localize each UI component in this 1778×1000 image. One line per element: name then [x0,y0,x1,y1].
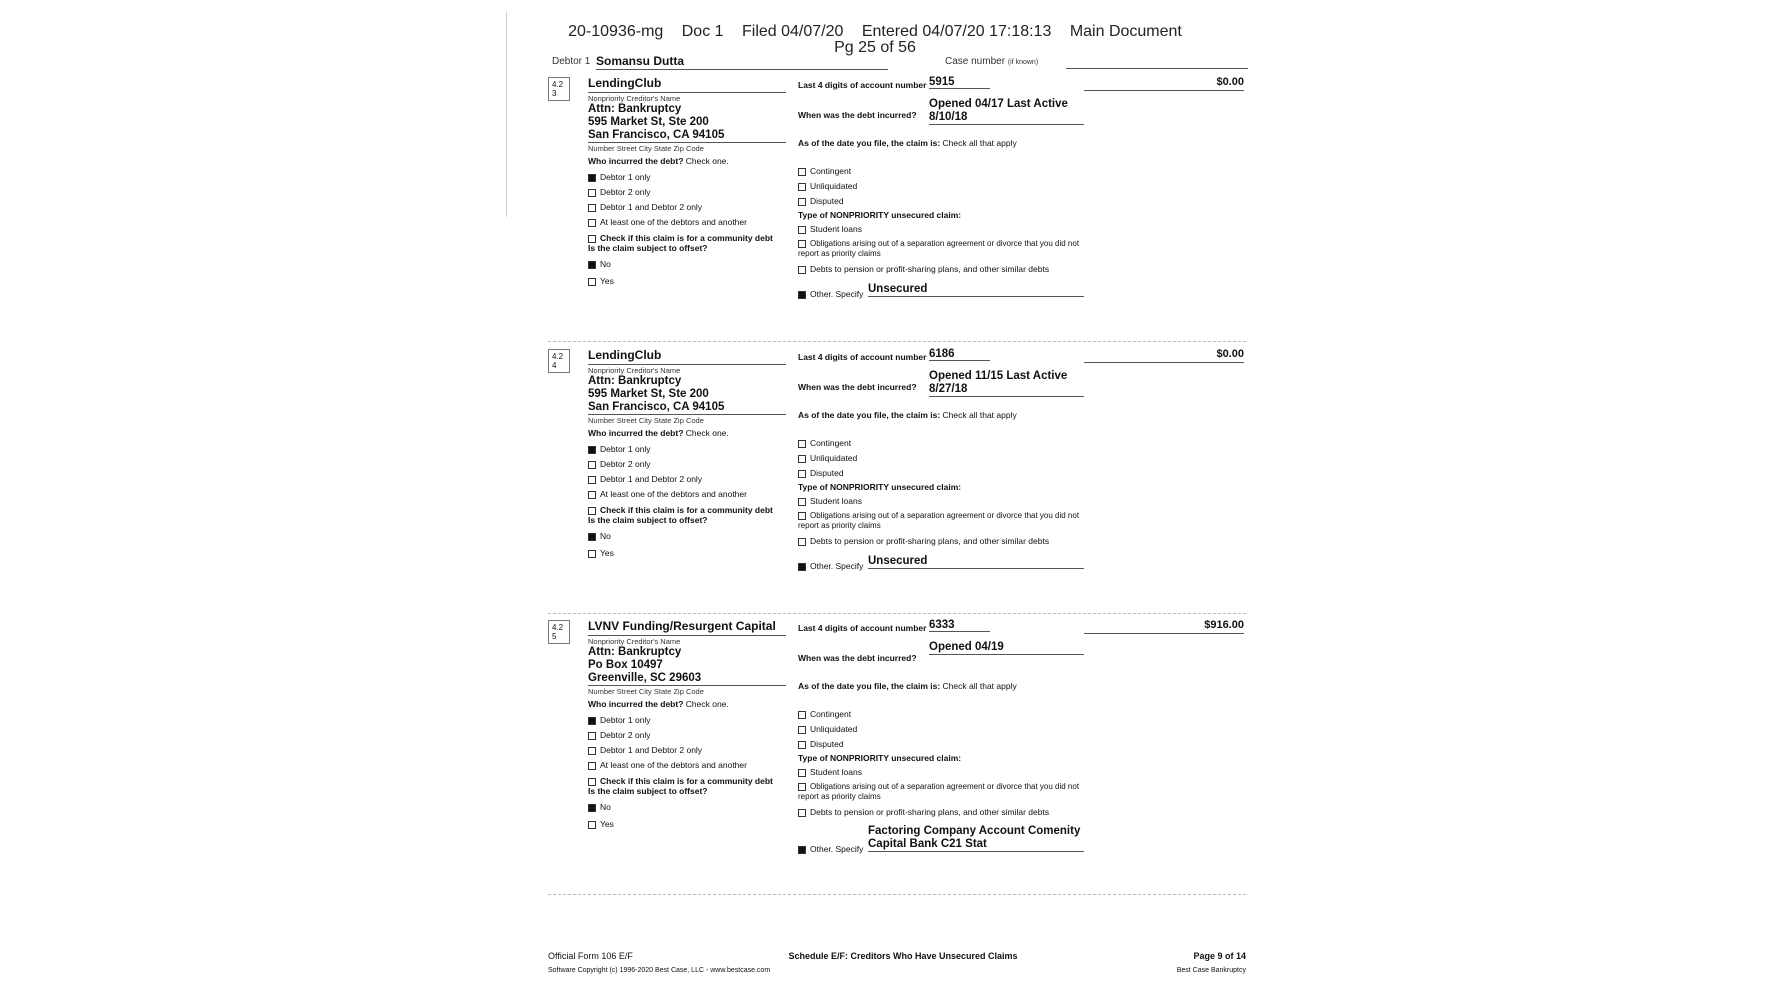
checkbox[interactable] [588,189,596,197]
unliquidated-option[interactable]: Unliquidated [798,722,1084,737]
who-incurred-question: Who incurred the debt? Check one. [588,156,729,166]
creditor-attn: Attn: Bankruptcy [588,646,682,658]
debtor1-and-2-option[interactable]: Debtor 1 and Debtor 2 only [588,743,786,758]
court-header [505,24,1245,56]
checkbox[interactable] [588,235,596,243]
obligations-option[interactable]: Obligations arising out of a separation agreement or divorce that you did not report as priority claims [798,511,1080,530]
checkbox[interactable] [798,470,806,478]
entry-number: 4.2 4 [548,349,570,373]
contingent-option[interactable]: Contingent [798,707,1084,722]
other-option[interactable] [798,277,1084,301]
obligations-option[interactable]: Obligations arising out of a separation agreement or divorce that you did not report as priority claims [798,239,1080,258]
checkbox-checked[interactable] [798,291,806,299]
checkbox[interactable] [588,747,596,755]
checkbox-checked[interactable] [798,563,806,571]
as-of-label: As of the date you file, the claim is: Check all that apply [798,138,1017,148]
checkbox[interactable] [588,762,596,770]
claim-amount: $916.00 [1084,619,1244,634]
offset-question: Is the claim subject to offset? [588,786,708,796]
at-least-one-option[interactable]: At least one of the debtors and another [588,215,786,230]
debtor1-and-2-option[interactable]: Debtor 1 and Debtor 2 only [588,200,786,215]
last4-label: Last 4 digits of account number [798,80,927,90]
when-value: Opened 11/15 Last Active 8/27/18 [929,370,1084,397]
checkbox[interactable] [798,711,806,719]
claim-column [798,348,1084,573]
document-page [505,0,1245,1000]
offset-yes-option[interactable]: Yes [588,817,786,832]
unliquidated-option[interactable]: Unliquidated [798,451,1084,466]
checkbox[interactable] [798,240,806,248]
claim-amount: $0.00 [1084,76,1244,91]
obligations-option[interactable]: Obligations arising out of a separation agreement or divorce that you did not report as priority claims [798,782,1080,801]
checkbox[interactable] [588,550,596,558]
address-caption: Number Street City State Zip Code [588,144,704,153]
account-row [798,619,1084,637]
creditor-column [588,76,786,289]
other-label: Other. Specify [798,289,863,299]
checkbox[interactable] [798,538,806,546]
checkbox[interactable] [798,198,806,206]
checkbox[interactable] [588,476,596,484]
case-number-label: Case number (if known) [945,56,1039,67]
when-value: Opened 04/17 Last Active 8/10/18 [929,98,1084,125]
creditor-name: LendingClub [588,348,786,365]
when-value: Opened 04/19 [929,641,1084,655]
claim-type-label: Type of NONPRIORITY unsecured claim: [798,482,962,492]
at-least-one-option[interactable]: At least one of the debtors and another [588,487,786,502]
checkbox-checked[interactable] [798,846,806,854]
creditor-name: LVNV Funding/Resurgent Capital [588,619,786,636]
checkbox[interactable] [588,507,596,515]
page-count-stamp: Pg 25 of 56 [834,39,916,56]
disputed-option[interactable]: Disputed [798,466,1084,481]
entry-divider [548,613,1246,614]
offset-question: Is the claim subject to offset? [588,515,708,525]
entry-divider [548,894,1246,895]
offset-no-option[interactable]: No [588,257,786,272]
checkbox[interactable] [588,219,596,227]
entry-number: 4.2 3 [548,77,570,101]
when-row [798,641,1084,681]
creditor-street: 595 Market St, Ste 200 [588,116,709,128]
other-option[interactable] [798,820,1084,856]
checkbox[interactable] [588,778,596,786]
when-label: When was the debt incurred? [798,653,917,663]
checkbox-checked[interactable] [588,261,596,269]
debtor2-only-option[interactable]: Debtor 2 only [588,185,786,200]
pension-option[interactable]: Debts to pension or profit-sharing plans, and other similar debts [798,534,1084,549]
contingent-option[interactable]: Contingent [798,164,1084,179]
claim-type-label: Type of NONPRIORITY unsecured claim: [798,210,962,220]
checkbox[interactable] [588,821,596,829]
checkbox[interactable] [798,741,806,749]
community-debt-option[interactable]: Check if this claim is for a community debt [588,233,786,243]
offset-yes-option[interactable]: Yes [588,274,786,289]
debtor1-only-option[interactable]: Debtor 1 only [588,713,786,728]
creditor-street: Po Box 10497 [588,659,663,671]
checkbox-checked[interactable] [588,804,596,812]
other-specify-value: Factoring Company Account Comenity Capital Bank C21 Stat [868,825,1084,852]
debtor1-and-2-option[interactable]: Debtor 1 and Debtor 2 only [588,472,786,487]
account-row [798,76,1084,94]
checkbox[interactable] [798,726,806,734]
checkbox[interactable] [798,183,806,191]
claim-column [798,76,1084,301]
checkbox[interactable] [798,498,806,506]
checkbox[interactable] [798,809,806,817]
offset-no-option[interactable]: No [588,800,786,815]
checkbox[interactable] [588,204,596,212]
offset-no-option[interactable]: No [588,529,786,544]
pension-option[interactable]: Debts to pension or profit-sharing plans, and other similar debts [798,805,1084,820]
last4-value: 6333 [929,619,990,632]
creditor-column [588,619,786,832]
student-loans-option[interactable]: Student loans [798,494,1084,509]
student-loans-option[interactable]: Student loans [798,222,1084,237]
who-incurred-question: Who incurred the debt? Check one. [588,699,729,709]
footer-schedule: Schedule E/F: Creditors Who Have Unsecured Claims [788,951,1018,961]
footer-page: Page 9 of 14 [1193,951,1246,961]
debtor2-only-option[interactable]: Debtor 2 only [588,457,786,472]
other-specify-value: Unsecured [868,555,1084,569]
claim-amount: $0.00 [1084,348,1244,363]
last4-label: Last 4 digits of account number [798,352,927,362]
entry-number: 4.2 5 [548,620,570,644]
checkbox-checked[interactable] [588,717,596,725]
creditor-column [588,348,786,561]
other-label: Other. Specify [798,561,863,571]
checkbox[interactable] [798,226,806,234]
other-option[interactable] [798,549,1084,573]
disputed-option[interactable]: Disputed [798,737,1084,752]
other-specify-value: Unsecured [868,283,1084,297]
when-row [798,370,1084,410]
creditor-name: LendingClub [588,76,786,93]
offset-yes-option[interactable]: Yes [588,546,786,561]
pension-option[interactable]: Debts to pension or profit-sharing plans, and other similar debts [798,262,1084,277]
last4-value: 6186 [929,348,990,361]
footer-form: Official Form 106 E/F [548,951,633,961]
creditor-caption: Nonpriority Creditor's Name [588,366,681,375]
filed-date-stamp: Filed 04/07/20 [742,23,844,40]
checkbox[interactable] [588,491,596,499]
entered-date-stamp: Entered 04/07/20 17:18:13 [861,23,1052,40]
creditor-attn: Attn: Bankruptcy [588,103,682,115]
creditor-attn: Attn: Bankruptcy [588,375,682,387]
checkbox[interactable] [798,168,806,176]
main-document-stamp: Main Document [1069,23,1182,40]
contingent-option[interactable]: Contingent [798,436,1084,451]
checkbox[interactable] [798,783,806,791]
footer-brand: Best Case Bankruptcy [1176,967,1246,974]
when-row [798,98,1084,138]
entry-divider [548,341,1246,342]
claim-column [798,619,1084,856]
debtor-label: Debtor 1 [552,56,591,67]
creditor-entry [548,348,1246,614]
checkbox[interactable] [588,278,596,286]
account-row [798,348,1084,366]
checkbox[interactable] [798,512,806,520]
as-of-label: As of the date you file, the claim is: Check all that apply [798,410,1017,420]
debtor2-only-option[interactable]: Debtor 2 only [588,728,786,743]
address-caption: Number Street City State Zip Code [588,687,704,696]
checkbox-checked[interactable] [588,174,596,182]
creditor-city: San Francisco, CA 94105 [588,129,786,143]
when-label: When was the debt incurred? [798,382,917,392]
as-of-label: As of the date you file, the claim is: Check all that apply [798,681,1017,691]
community-debt-option[interactable]: Check if this claim is for a community debt [588,505,786,515]
doc-number-stamp: Doc 1 [681,23,724,40]
creditor-city: San Francisco, CA 94105 [588,401,786,415]
at-least-one-option[interactable]: At least one of the debtors and another [588,758,786,773]
checkbox[interactable] [798,266,806,274]
creditor-entry [548,619,1246,885]
last4-label: Last 4 digits of account number [798,623,927,633]
last4-value: 5915 [929,76,990,89]
address-caption: Number Street City State Zip Code [588,416,704,425]
offset-question: Is the claim subject to offset? [588,243,708,253]
creditor-city: Greenville, SC 29603 [588,672,786,686]
case-number-field [1066,68,1248,69]
checkbox[interactable] [798,769,806,777]
case-number-stamp: 20-10936-mg [568,23,664,40]
who-incurred-question: Who incurred the debt? Check one. [588,428,729,438]
creditor-caption: Nonpriority Creditor's Name [588,637,681,646]
debtor-row [552,54,1249,72]
when-label: When was the debt incurred? [798,110,917,120]
checkbox[interactable] [588,732,596,740]
debtor-name: Somansu Dutta [596,54,888,70]
checkbox[interactable] [588,461,596,469]
community-debt-option[interactable]: Check if this claim is for a community debt [588,776,786,786]
checkbox-checked[interactable] [588,446,596,454]
checkbox[interactable] [798,455,806,463]
unliquidated-option[interactable]: Unliquidated [798,179,1084,194]
creditor-caption: Nonpriority Creditor's Name [588,94,681,103]
checkbox-checked[interactable] [588,533,596,541]
claim-type-label: Type of NONPRIORITY unsecured claim: [798,753,962,763]
footer-copyright: Software Copyright (c) 1996-2020 Best Case, LLC - www.bestcase.com [548,967,771,974]
debtor1-only-option[interactable]: Debtor 1 only [588,170,786,185]
checkbox[interactable] [798,440,806,448]
student-loans-option[interactable]: Student loans [798,765,1084,780]
creditor-street: 595 Market St, Ste 200 [588,388,709,400]
disputed-option[interactable]: Disputed [798,194,1084,209]
creditor-entry [548,76,1246,342]
debtor1-only-option[interactable]: Debtor 1 only [588,442,786,457]
other-label: Other. Specify [798,844,863,854]
